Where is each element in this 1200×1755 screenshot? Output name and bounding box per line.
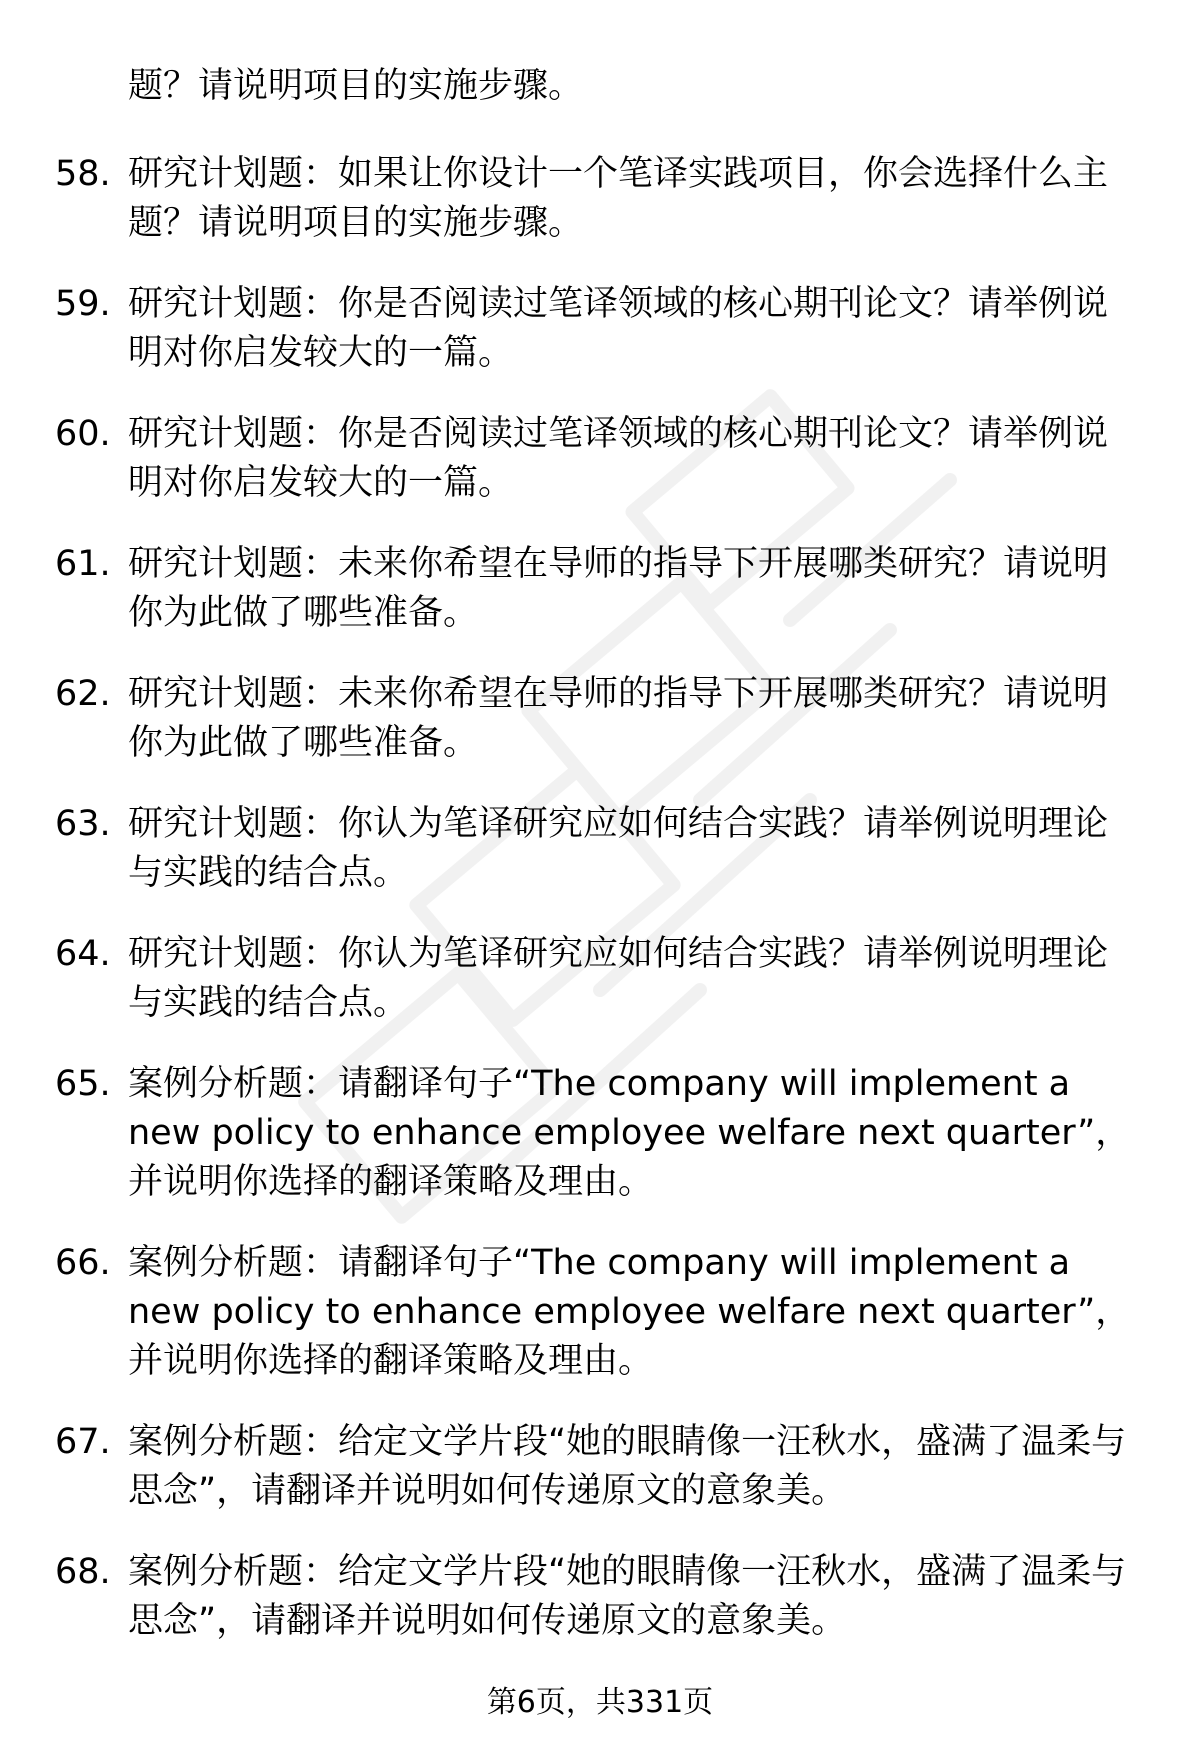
question-item [0, 1548, 1200, 1646]
continued-question-text: 题？请说明项目的实施步骤。 [128, 66, 584, 106]
question-item [0, 800, 1200, 898]
question-text: 研究计划题：你认为笔译研究应如何结合实践？请举例说明理论与实践的结合点。 [128, 934, 1109, 1023]
question-item [0, 540, 1200, 638]
question-text: 研究计划题：如果让你设计一个笔译实践项目，你会选择什么主题？请说明项目的实施步骤。 [128, 154, 1109, 243]
question-list [0, 150, 1200, 1678]
question-text: 案例分析题：给定文学片段“她的眼睛像一汪秋水，盛满了温柔与思念”，请翻译并说明如何传递原文的意象美。 [128, 1422, 1127, 1511]
question-number: 66. [55, 1243, 111, 1283]
question-number: 61. [55, 544, 111, 584]
question-item [0, 670, 1200, 768]
question-text: 研究计划题：你认为笔译研究应如何结合实践？请举例说明理论与实践的结合点。 [128, 804, 1109, 893]
question-item [0, 1239, 1200, 1386]
question-item [0, 150, 1200, 248]
question-number: 63. [55, 804, 111, 844]
question-text: 研究计划题：你是否阅读过笔译领域的核心期刊论文？请举例说明对你启发较大的一篇。 [128, 284, 1109, 373]
question-text: 案例分析题：请翻译句子“The company will implement a new policy to enhance employee welfare next quarter”，并说明你选择的翻译策略及理由。 [128, 1243, 1131, 1381]
page-number: 第6页，共331页 [486, 1685, 714, 1720]
question-item [0, 1418, 1200, 1516]
question-number: 68. [55, 1552, 111, 1592]
question-number: 60. [55, 414, 111, 454]
question-text: 案例分析题：给定文学片段“她的眼睛像一汪秋水，盛满了温柔与思念”，请翻译并说明如何传递原文的意象美。 [128, 1552, 1127, 1641]
question-text: 研究计划题：你是否阅读过笔译领域的核心期刊论文？请举例说明对你启发较大的一篇。 [128, 414, 1109, 503]
question-number: 62. [55, 674, 111, 714]
question-item [0, 280, 1200, 378]
question-text: 研究计划题：未来你希望在导师的指导下开展哪类研究？请说明你为此做了哪些准备。 [128, 674, 1109, 763]
question-item [0, 930, 1200, 1028]
question-number: 67. [55, 1422, 111, 1462]
question-item [0, 410, 1200, 508]
question-number: 65. [55, 1064, 111, 1104]
question-number: 59. [55, 284, 111, 324]
question-item [0, 1060, 1200, 1207]
question-number: 58. [55, 154, 111, 194]
question-number: 64. [55, 934, 111, 974]
question-text: 研究计划题：未来你希望在导师的指导下开展哪类研究？请说明你为此做了哪些准备。 [128, 544, 1109, 633]
question-text: 案例分析题：请翻译句子“The company will implement a new policy to enhance employee welfare next quarter”，并说明你选择的翻译策略及理由。 [128, 1064, 1131, 1202]
